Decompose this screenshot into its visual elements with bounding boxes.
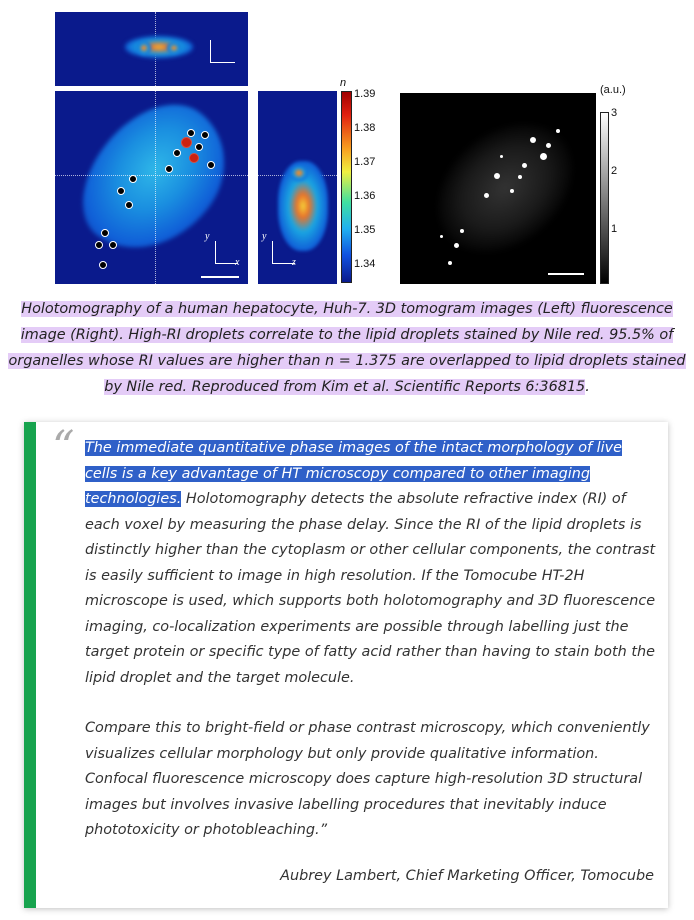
- figure-caption: Holotomography of a human hepatocyte, Huh-7. 3D tomogram images (Left) fluorescence image (Right). High-RI droplets correlate to the lipid droplets stained by Nile red. 95.5% of organelles whose RI values are higher than n = 1.375 are overlapped to lipid droplets stained by Nile red. Reproduced from Kim et al. Scientific Reports 6:36815.: [8, 301, 686, 395]
- ri-tick: 1.34: [354, 258, 376, 270]
- ri-colorbar-unit: n: [340, 77, 347, 89]
- ri-tick: 1.39: [354, 88, 376, 100]
- open-quote-icon: “: [52, 422, 75, 473]
- fluorescence-colorbar-unit: (a.u.): [600, 84, 626, 96]
- ri-tick: 1.37: [354, 156, 376, 168]
- quote-body: [85, 436, 657, 844]
- quote-accent-bar: [24, 422, 36, 908]
- axis-label-z-top: z: [260, 40, 264, 51]
- fl-tick: 3: [611, 107, 618, 119]
- axis-label-y-main: y: [205, 231, 210, 242]
- quote-paragraph: [85, 436, 657, 691]
- axis-label-z-side: z: [292, 257, 296, 268]
- yz-tomogram-panel: [258, 91, 337, 284]
- selected-text[interactable]: The immediate quantitative phase images of the intact morphology of live cells is a key advantage of HT microscopy compared to other imaging technologies.: [85, 440, 623, 507]
- ri-tick: 1.36: [354, 190, 376, 202]
- axis-label-y-side: y: [262, 231, 267, 242]
- ri-tick: 1.38: [354, 122, 376, 134]
- blockquote: [24, 422, 668, 908]
- quote-text: Holotomography detects the absolute refractive index (RI) of each voxel by measuring the phase delay. Since the RI of the lipid droplets is distinctly higher than the cytoplasm or other cellular components, the contrast is easily sufficient to image in high resolution. If the Tomocube HT-2H microscope is used, which supports both holotomography and 3D fluorescence imaging, co-localization experiments are possible through labelling just the target protein or specific type of fatty acid rather than having to stain both the lipid droplet and the target molecule.: [85, 491, 656, 686]
- axis-label-x-top: x: [291, 68, 296, 79]
- fluorescence-colorbar: [600, 112, 609, 284]
- ri-colorbar: [341, 91, 352, 283]
- fluorescence-panel: [400, 93, 596, 284]
- quote-attribution: Aubrey Lambert, Chief Marketing Officer, Tomocube: [280, 868, 654, 884]
- scale-bar: [201, 276, 239, 278]
- fl-tick: 2: [611, 165, 618, 177]
- quote-paragraph: Compare this to bright-field or phase contrast microscopy, which conveniently visualizes cellular morphology but only provide qualitative information. Confocal fluorescence microscopy does capture high-resolution 3D structural images but involves invasive labelling procedures that inevitably induce phototoxicity or photobleaching.”: [85, 720, 650, 838]
- xy-tomogram-panel: [55, 91, 248, 284]
- axis-label-x-main: x: [235, 257, 240, 268]
- fl-tick: 1: [611, 223, 618, 235]
- caption-text: Holotomography of a human hepatocyte, Huh-7. 3D tomogram images (Left) fluorescence image (Right). High-RI droplets correlate to the lipid droplets stained by Nile red. 95.5% of organelles whose RI values are higher than n = 1.375 are overlapped to lipid droplets stained by Nile red. Reproduced from Kim et al. Scientific Reports 6:36815: [8, 301, 686, 395]
- holotomography-figure: [0, 0, 694, 290]
- ri-tick: 1.35: [354, 224, 376, 236]
